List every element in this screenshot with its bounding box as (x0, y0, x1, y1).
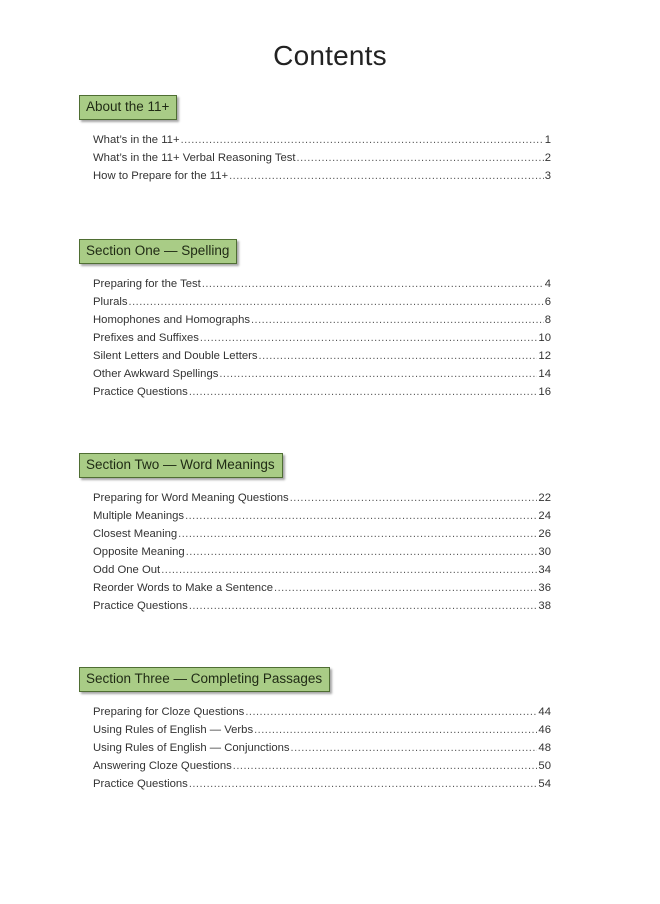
dot-leader (297, 152, 544, 164)
contents-entry (93, 778, 551, 796)
contents-entry (93, 760, 551, 778)
dot-leader (189, 778, 538, 790)
entry-page-number: 12 (538, 350, 551, 362)
entry-title: Prefixes and Suffixes (93, 332, 199, 344)
contents-section (79, 667, 551, 796)
section-header: Section One — Spelling (79, 239, 237, 264)
section-header: Section Three — Completing Passages (79, 667, 330, 692)
entry-page-number: 44 (538, 706, 551, 718)
entry-title: Practice Questions (93, 600, 188, 612)
contents-entry (93, 386, 551, 404)
contents-section (79, 95, 551, 188)
contents-entry (93, 332, 551, 350)
entry-page-number: 36 (538, 582, 551, 594)
dot-leader (186, 546, 538, 558)
entry-page-number: 50 (538, 760, 551, 772)
entry-title: Silent Letters and Double Letters (93, 350, 258, 362)
entry-title: Reorder Words to Make a Sentence (93, 582, 274, 594)
entry-title: Using Rules of English — Verbs (93, 724, 254, 736)
entry-title: How to Prepare for the 11+ (93, 170, 229, 182)
entry-title: Other Awkward Spellings (93, 368, 219, 380)
contents-entry (93, 278, 551, 296)
entry-title: Plurals (93, 296, 128, 308)
dot-leader (181, 134, 544, 146)
dot-leader (233, 760, 538, 772)
dot-leader (251, 314, 544, 326)
dot-leader (178, 528, 537, 540)
entry-page-number: 24 (538, 510, 551, 522)
section-entries (79, 492, 551, 618)
page-title: Contents (273, 40, 387, 71)
contents-entry (93, 564, 551, 582)
contents-entry (93, 582, 551, 600)
contents-entry (93, 528, 551, 546)
entry-page-number: 10 (538, 332, 551, 344)
entry-title: What’s in the 11+ (93, 134, 180, 146)
entry-title: Odd One Out (93, 564, 161, 576)
entry-page-number: 48 (538, 742, 551, 754)
entry-title: Preparing for the Test (93, 278, 201, 290)
section-entries (79, 706, 551, 796)
section-header: Section Two — Word Meanings (79, 453, 283, 478)
entry-page-number: 46 (538, 724, 551, 736)
entry-title: Using Rules of English — Conjunctions (93, 742, 290, 754)
entry-title: Multiple Meanings (93, 510, 185, 522)
contents-entry (93, 152, 551, 170)
dot-leader (290, 492, 538, 504)
dot-leader (185, 510, 537, 522)
contents-entry (93, 134, 551, 152)
entry-title: Practice Questions (93, 386, 188, 398)
entry-page-number: 38 (538, 600, 551, 612)
entry-title: Homophones and Homographs (93, 314, 250, 326)
dot-leader (254, 724, 537, 736)
contents-entry (93, 314, 551, 332)
entry-title: Answering Cloze Questions (93, 760, 232, 772)
dot-leader (129, 296, 544, 308)
entry-page-number: 1 (544, 134, 551, 146)
entry-title: What’s in the 11+ Verbal Reasoning Test (93, 152, 296, 164)
contents-entry (93, 742, 551, 760)
contents-entry (93, 296, 551, 314)
entry-page-number: 14 (538, 368, 551, 380)
section-entries (79, 134, 551, 188)
entry-title: Closest Meaning (93, 528, 178, 540)
contents-entry (93, 724, 551, 742)
entry-page-number: 26 (538, 528, 551, 540)
entry-page-number: 2 (544, 152, 551, 164)
entry-page-number: 4 (544, 278, 551, 290)
contents-entry (93, 510, 551, 528)
contents-entry (93, 546, 551, 564)
dot-leader (219, 368, 537, 380)
dot-leader (189, 386, 538, 398)
section-header: About the 11+ (79, 95, 177, 120)
contents-entry (93, 492, 551, 510)
dot-leader (161, 564, 537, 576)
contents-section (79, 453, 551, 618)
dot-leader (259, 350, 538, 362)
entry-title: Opposite Meaning (93, 546, 185, 558)
entry-page-number: 16 (538, 386, 551, 398)
contents-entry (93, 350, 551, 368)
entry-page-number: 30 (538, 546, 551, 558)
contents-section (79, 239, 551, 404)
dot-leader (245, 706, 537, 718)
entry-title: Practice Questions (93, 778, 188, 790)
dot-leader (274, 582, 537, 594)
entry-page-number: 54 (538, 778, 551, 790)
entry-title: Preparing for Word Meaning Questions (93, 492, 289, 504)
entry-page-number: 6 (544, 296, 551, 308)
contents-entry (93, 600, 551, 618)
entry-page-number: 3 (544, 170, 551, 182)
section-entries (79, 278, 551, 404)
dot-leader (189, 600, 538, 612)
contents-entry (93, 706, 551, 724)
entry-page-number: 34 (538, 564, 551, 576)
contents-entry (93, 368, 551, 386)
entry-title: Preparing for Cloze Questions (93, 706, 245, 718)
entry-page-number: 22 (538, 492, 551, 504)
entry-page-number: 8 (544, 314, 551, 326)
dot-leader (200, 332, 538, 344)
dot-leader (202, 278, 544, 290)
dot-leader (291, 742, 538, 754)
contents-entry (93, 170, 551, 188)
dot-leader (229, 170, 544, 182)
